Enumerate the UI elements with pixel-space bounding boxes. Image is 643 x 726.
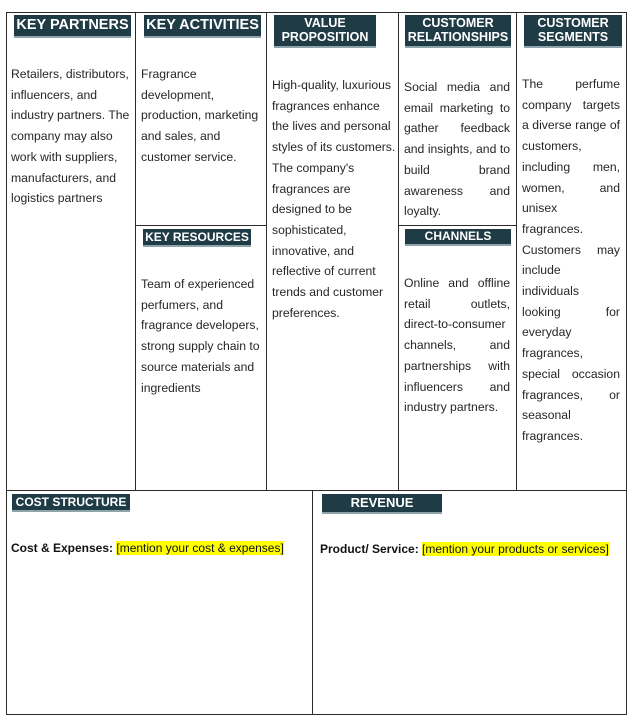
key-activities-heading <box>144 15 261 38</box>
product-service-label: Product/ Service: <box>320 542 419 556</box>
channels-heading <box>405 229 511 246</box>
key-partners-title: KEY PARTNERS <box>16 16 129 33</box>
canvas-right-border <box>626 12 627 715</box>
value-proposition-body: High-quality, luxurious fragrances enhance the lives and personal styles of its customers. The company's fragrances are designed to be sophisticated, innovative, and reflective of current trends and customer preferences. <box>272 78 396 320</box>
value-proposition-title-line2: PROPOSITION <box>281 29 369 44</box>
product-service-line <box>320 542 609 556</box>
customer-segments-body: The perfume company targets a diverse range of customers, including men, women, and unisex fragrances. Customers may include individuals looking for everyday fragrances, special occasion fragrances, or seasonal fragrances. <box>522 77 620 443</box>
key-resources-title: KEY RESOURCES <box>145 229 249 244</box>
product-service-placeholder: [mention your products or services] <box>422 542 609 556</box>
customer-segments-title-line1: CUSTOMER <box>537 16 609 31</box>
cost-structure-heading <box>12 494 130 512</box>
divider-activities-resources <box>135 225 267 226</box>
revenue-title: REVENUE <box>350 495 414 511</box>
key-activities-body: Fragrance development, production, marketing and sales, and customer service. <box>141 67 259 164</box>
key-partners-body: Retailers, distributors, influencers, and industry partners. The company may also work with suppliers, manufacturers, and logistics partners <box>11 67 130 206</box>
divider-cost-revenue <box>312 490 313 715</box>
divider-relationships-channels <box>398 225 517 226</box>
value-proposition-heading <box>274 15 376 48</box>
key-activities-title: KEY ACTIVITIES <box>146 16 259 33</box>
customer-relationships-title-line2: RELATIONSHIPS <box>407 29 509 44</box>
cost-expenses-line <box>11 541 284 555</box>
cost-expenses-placeholder: [mention your cost & expenses] <box>116 541 284 555</box>
channels-body: Online and offline retail outlets, direct-to-consumer channels, and partnerships with influencers and industry partners. <box>404 276 510 415</box>
customer-relationships-heading <box>405 15 511 48</box>
customer-segments-title-line2: SEGMENTS <box>537 29 609 44</box>
key-resources-heading <box>143 229 251 247</box>
customer-relationships-body: Social media and email marketing to gather feedback and insights, and to build brand awareness and loyalty. <box>404 80 510 219</box>
cost-structure-title: COST STRUCTURE <box>15 494 127 509</box>
cost-expenses-label: Cost & Expenses: <box>11 541 114 555</box>
key-partners-heading <box>14 15 131 38</box>
canvas-bottom-border <box>6 714 627 715</box>
divider-relationships-segments <box>516 12 517 491</box>
divider-partners-activities <box>135 12 136 491</box>
divider-value-relationships <box>398 12 399 491</box>
customer-segments-heading <box>524 15 622 48</box>
channels-title: CHANNELS <box>424 229 492 244</box>
canvas-top-border <box>6 12 627 13</box>
key-resources-body: Team of experienced perfumers, and fragrance developers, strong supply chain to source materials and ingredients <box>141 277 260 395</box>
value-proposition-title-line1: VALUE <box>304 16 346 31</box>
divider-activities-value <box>266 12 267 491</box>
canvas-left-border <box>6 12 7 715</box>
customer-relationships-title-line1: CUSTOMER <box>422 16 494 31</box>
canvas-middle-border <box>6 490 627 491</box>
revenue-heading <box>322 494 442 514</box>
